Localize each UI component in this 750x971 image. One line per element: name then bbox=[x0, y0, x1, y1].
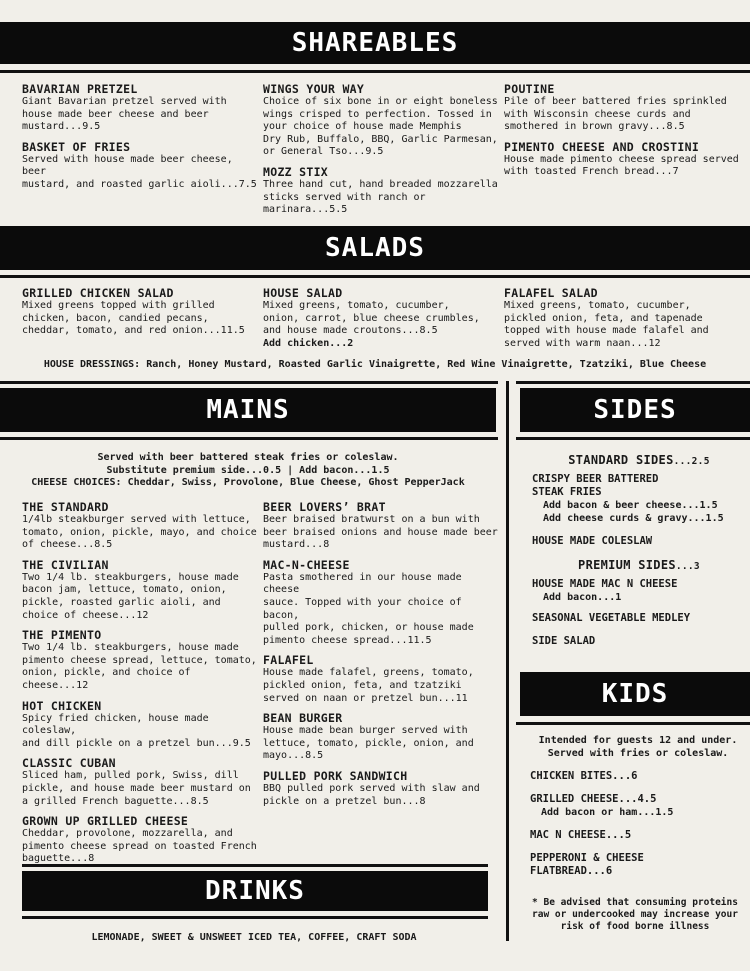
side-addon: Add bacon & beer cheese...1.5 bbox=[543, 500, 718, 511]
drinks-header: DRINKS bbox=[22, 871, 488, 911]
kids-item-group bbox=[530, 793, 746, 819]
menu-item bbox=[263, 82, 499, 159]
menu-item bbox=[22, 558, 260, 622]
divider bbox=[22, 916, 488, 919]
kids-item: MAC N CHEESE...5 bbox=[530, 829, 632, 842]
divider bbox=[516, 722, 750, 725]
menu-item bbox=[263, 500, 499, 552]
salads-col-1 bbox=[22, 286, 258, 338]
item-description: Two 1/4 lb. steakburgers, house made bacon jam, lettuce, tomato, onion, pickle, roasted garlic aioli, and choice of cheese...12 bbox=[22, 571, 239, 621]
side-item-name: HOUSE MADE MAC N CHEESE bbox=[532, 578, 678, 590]
premium-sides-price: ...3 bbox=[675, 561, 700, 572]
item-description: BBQ pulled pork served with slaw and pickle on a pretzel bun...8 bbox=[263, 782, 480, 807]
item-name: BASKET OF FRIES bbox=[22, 139, 131, 154]
menu-item bbox=[263, 769, 499, 808]
standard-sides-price: ...2.5 bbox=[673, 456, 710, 467]
premium-sides-title: PREMIUM SIDES bbox=[578, 558, 676, 572]
item-description: Choice of six bone in or eight boneless wings crisped to perfection. Tossed in your choice of house made Memphis Dry Rub, Buffalo, BBQ, Garlic Parmesan, or General Tso...9.5 bbox=[263, 96, 498, 158]
kids-intro bbox=[530, 735, 746, 760]
item-name: WINGS YOUR WAY bbox=[263, 82, 365, 96]
kids-item: GRILLED CHEESE...4.5 bbox=[530, 793, 657, 806]
divider bbox=[516, 381, 750, 384]
item-description: Cheddar, provolone, mozzarella, and pimento cheese spread on toasted French baguette...8 bbox=[22, 828, 257, 865]
item-description: House made bean burger served with lettuce, tomato, pickle, onion, and mayo...8.5 bbox=[263, 725, 474, 762]
item-description: Sliced ham, pulled pork, Swiss, dill pickle, and house made beer mustard on a grilled French baguette...8.5 bbox=[22, 770, 251, 807]
kids-item: PEPPERONI & CHEESE FLATBREAD...6 bbox=[530, 852, 644, 878]
item-description: Three hand cut, hand breaded mozzarella sticks served with ranch or marinara...5.5 bbox=[263, 178, 498, 216]
house-dressings: HOUSE DRESSINGS: Ranch, Honey Mustard, Roasted Garlic Vinaigrette, Red Wine Vinaigrette, Tzatziki, Blue Cheese bbox=[43, 359, 707, 370]
menu-item bbox=[22, 500, 260, 552]
item-description: House made pimento cheese spread served with toasted French bread...7 bbox=[504, 153, 739, 178]
item-name: GROWN UP GRILLED CHEESE bbox=[22, 814, 189, 829]
item-name: MOZZ STIX bbox=[263, 164, 329, 179]
side-item-name: SEASONAL VEGETABLE MEDLEY bbox=[532, 612, 691, 624]
menu-item bbox=[504, 140, 744, 179]
shareables-col-1 bbox=[22, 82, 258, 198]
item-description: Mixed greens topped with grilled chicken, bacon, candied pecans, cheddar, tomato, and red onion...11.5 bbox=[22, 300, 245, 337]
item-description: Two 1/4 lb. steakburgers, house made pimento cheese spread, lettuce, tomato, onion, pickle, and choice of cheese...12 bbox=[22, 642, 257, 691]
item-name: HOUSE SALAD bbox=[263, 286, 343, 300]
menu-item bbox=[263, 165, 499, 217]
standard-sides-title: STANDARD SIDES bbox=[568, 453, 674, 467]
column-divider bbox=[506, 381, 509, 941]
side-item bbox=[532, 473, 746, 525]
salads-col-3 bbox=[504, 286, 744, 350]
side-item-name: HOUSE MADE COLESLAW bbox=[532, 535, 653, 547]
sides-list bbox=[532, 453, 746, 658]
item-name: BAVARIAN PRETZEL bbox=[22, 82, 138, 96]
kids-item: CHICKEN BITES...6 bbox=[530, 770, 638, 783]
salads-col-2 bbox=[263, 286, 499, 350]
item-description: 1/4lb steakburger served with lettuce, tomato, onion, pickle, mayo, and choice of cheese...8.5 bbox=[22, 514, 257, 551]
item-description: Mixed greens, tomato, cucumber, pickled onion, feta, and tapenade topped with house made falafel and served with warm naan...12 bbox=[504, 300, 709, 349]
divider bbox=[0, 70, 750, 73]
item-name: THE CIVILIAN bbox=[22, 557, 109, 572]
menu-item bbox=[22, 628, 260, 692]
mains-header: MAINS bbox=[0, 388, 496, 432]
side-item-name: CRISPY BEER BATTERED STEAK FRIES bbox=[532, 473, 659, 498]
kids-header: KIDS bbox=[520, 672, 750, 716]
item-description: Pile of beer battered fries sprinkled with Wisconsin cheese curds and smothered in brown gravy...8.5 bbox=[504, 96, 727, 133]
divider bbox=[0, 381, 498, 384]
kids-intro-line: Served with fries or coleslaw. bbox=[547, 747, 729, 759]
item-description: Spicy fried chicken, house made coleslaw, and dill pickle on a pretzel bun...9.5 bbox=[22, 712, 251, 749]
salads-header: SALADS bbox=[0, 226, 750, 270]
item-name: CLASSIC CUBAN bbox=[22, 756, 116, 771]
menu-item bbox=[22, 82, 258, 134]
food-advisory: * Be advised that consuming proteins raw or undercooked may increase your risk of food borne illness bbox=[532, 897, 738, 932]
item-description: Served with house made beer cheese, beer mustard, and roasted garlic aioli...7.5 bbox=[22, 153, 257, 190]
cheese-choices: CHEESE CHOICES: Cheddar, Swiss, Provolone, Blue Cheese, Ghost PepperJack bbox=[31, 477, 465, 489]
kids-list bbox=[530, 735, 746, 888]
side-item-name: SIDE SALAD bbox=[532, 635, 596, 647]
menu-item bbox=[263, 711, 499, 763]
menu-item bbox=[263, 558, 499, 648]
menu-item bbox=[263, 653, 499, 705]
mains-intro-line: Served with beer battered steak fries or coleslaw. bbox=[97, 452, 399, 463]
item-name: BEER LOVERS’ BRAT bbox=[263, 500, 386, 514]
shareables-col-3 bbox=[504, 82, 744, 185]
menu-item bbox=[22, 699, 260, 751]
item-description: Mixed greens, tomato, cucumber, onion, carrot, blue cheese crumbles, and house made croutons...8.5 bbox=[263, 300, 480, 337]
divider bbox=[0, 275, 750, 278]
menu-item bbox=[22, 756, 260, 808]
item-description: House made falafel, greens, tomato, pickled onion, feta, and tzatziki served on naan or pretzel bun...11 bbox=[263, 667, 474, 704]
kids-addon: Add bacon or ham...1.5 bbox=[541, 807, 674, 819]
divider bbox=[0, 437, 498, 440]
side-item bbox=[532, 578, 746, 604]
mains-intro bbox=[0, 452, 496, 490]
side-addon: Add bacon...1 bbox=[543, 592, 622, 603]
item-addon: Add chicken...2 bbox=[263, 337, 354, 349]
premium-sides-heading bbox=[532, 558, 746, 572]
mains-col-2 bbox=[263, 500, 499, 814]
item-name: HOT CHICKEN bbox=[22, 698, 102, 713]
kids-intro-line: Intended for guests 12 and under. bbox=[538, 735, 738, 746]
divider bbox=[516, 437, 750, 440]
item-name: MAC-N-CHEESE bbox=[263, 557, 350, 572]
item-name: FALAFEL bbox=[263, 653, 314, 668]
menu-item bbox=[22, 814, 260, 866]
item-name: FALAFEL SALAD bbox=[504, 286, 598, 300]
drinks-list: LEMONADE, SWEET & UNSWEET ICED TEA, COFFEE, CRAFT SODA bbox=[91, 932, 417, 943]
mains-intro-line: Substitute premium side...0.5 | Add bacon...1.5 bbox=[106, 464, 390, 476]
item-description: Pasta smothered in our house made cheese sauce. Topped with your choice of bacon, pulled pork, chicken, or house made pimento cheese spread...11.5 bbox=[263, 571, 474, 646]
standard-sides-heading bbox=[532, 453, 746, 467]
divider bbox=[22, 864, 488, 867]
item-name: PIMENTO CHEESE AND CROSTINI bbox=[504, 139, 700, 154]
shareables-header: SHAREABLES bbox=[0, 22, 750, 64]
menu-item bbox=[504, 82, 744, 134]
item-name: THE STANDARD bbox=[22, 500, 109, 514]
item-name: PULLED PORK SANDWICH bbox=[263, 768, 408, 783]
item-description: Giant Bavarian pretzel served with house made beer cheese and beer mustard...9.5 bbox=[22, 96, 227, 133]
menu-item bbox=[22, 140, 258, 192]
item-name: BEAN BURGER bbox=[263, 711, 343, 726]
item-name: GRILLED CHICKEN SALAD bbox=[22, 286, 174, 300]
side-addon: Add cheese curds & gravy...1.5 bbox=[543, 513, 724, 524]
item-name: POUTINE bbox=[504, 82, 555, 96]
mains-col-1 bbox=[22, 500, 260, 872]
item-name: THE PIMENTO bbox=[22, 628, 102, 643]
sides-header: SIDES bbox=[520, 388, 750, 432]
shareables-col-2 bbox=[263, 82, 499, 223]
item-description: Beer braised bratwurst on a bun with beer braised onions and house made beer mustard...8 bbox=[263, 514, 498, 551]
